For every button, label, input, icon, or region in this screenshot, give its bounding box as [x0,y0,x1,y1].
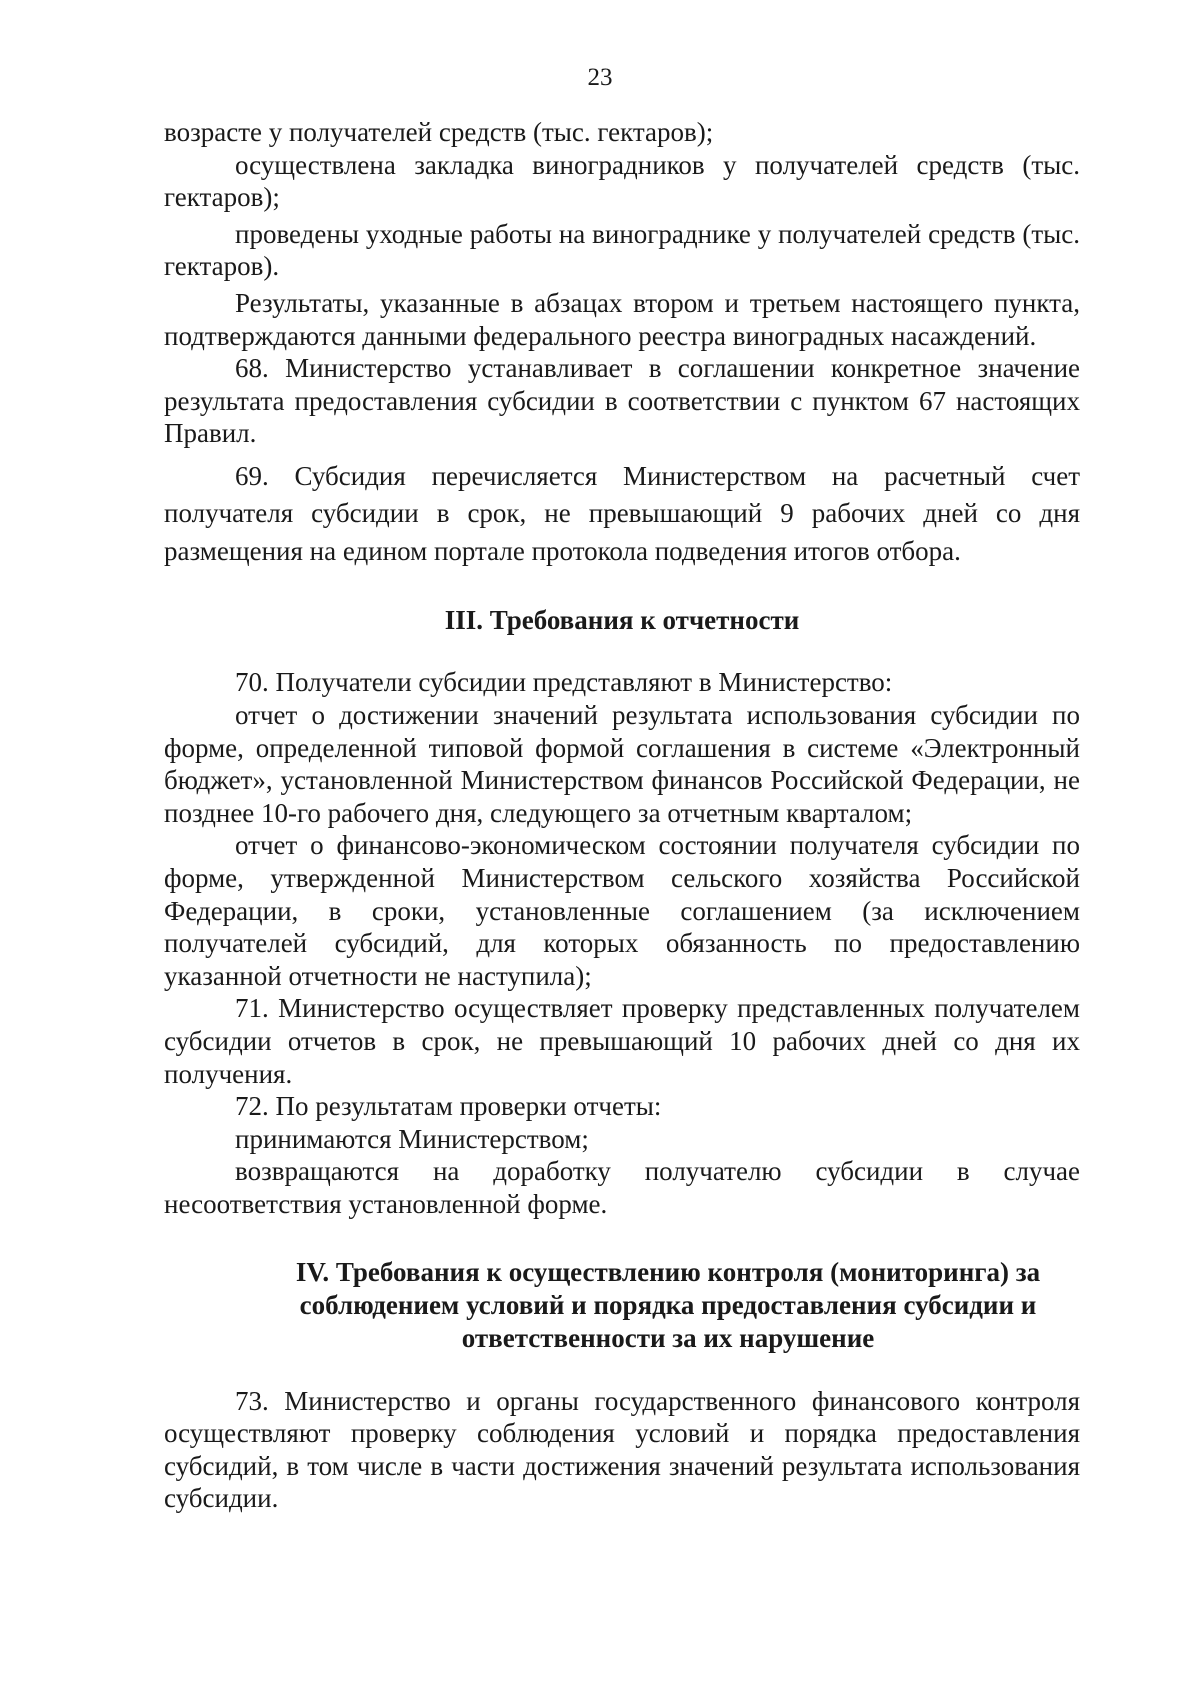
section-4-heading-line: соблюдением условий и порядка предоставления субсидии и [299,1289,1037,1320]
paragraph-continuation: возрасте у получателей средств (тыс. гектаров); [164,117,714,147]
paragraph-69: 69. Субсидия перечисляется Министерством на расчетный счет получателя субсидии в срок, не превышающий 9 рабочих дней со дня размещения на едином портале протокола подведения итогов отбора. [164,460,1080,566]
paragraph-72-returned: возвращаются на доработку получателю субсидии в случае несоответствия установленной форме. [164,1156,1080,1219]
paragraph-73: 73. Министерство и органы государственного финансового контроля осуществляют проверку соблюдения условий и порядка предоставления субсидий, в том числе в части достижения значений результата использования субсидии. [164,1385,1080,1514]
paragraph-70: 70. Получатели субсидии представляют в Министерство: [235,667,893,698]
paragraph-68: 68. Министерство устанавливает в соглашении конкретное значение результата предоставления субсидии в соответствии с пунктом 67 настоящих Правил. [164,353,1080,449]
paragraph-70-report-financial: отчет о финансово-экономическом состоянии получателя субсидии по форме, утвержденной Министерством сельского хозяйства Российской Федерации, в сроки, установленные соглашением (за исключением получателей субсидий, для которых обязанность по предоставлению указанной отчетности не наступила); [164,830,1080,991]
paragraph-vineyard-maintenance: проведены уходные работы на винограднике у получателей средств (тыс. гектаров). [164,218,1080,282]
section-4-heading [164,1256,1080,1355]
paragraph-results-confirmation: Результаты, указанные в абзацах втором и третьем настоящего пункта, подтверждаются данными федерального реестра виноградных насаждений. [164,287,1080,351]
paragraph-71: 71. Министерство осуществляет проверку представленных получателем субсидии отчетов в срок, не превышающий 10 рабочих дней со дня их получения. [164,993,1080,1089]
section-4-heading-line: IV. Требования к осуществлению контроля (мониторинга) за [295,1256,1041,1287]
section-3-heading: III. Требования к отчетности [444,605,800,636]
paragraph-72-accepted: принимаются Министерством; [235,1123,589,1154]
paragraph-vineyard-planting: осуществлена закладка виноградников у получателей средств (тыс. гектаров); [164,149,1080,213]
paragraph-72: 72. По результатам проверки отчеты: [235,1091,662,1122]
section-4-heading-line: ответственности за их нарушение [461,1322,875,1353]
document-body [164,116,1080,1515]
paragraph-70-report-results: отчет о достижении значений результата использования субсидии по форме, определенной типовой формой соглашения в системе «Электронный бюджет», установленной Министерством финансов Российской Федерации, не позднее 10-го рабочего дня, следующего за отчетным кварталом; [164,700,1080,828]
page-number: 23 [587,64,613,91]
